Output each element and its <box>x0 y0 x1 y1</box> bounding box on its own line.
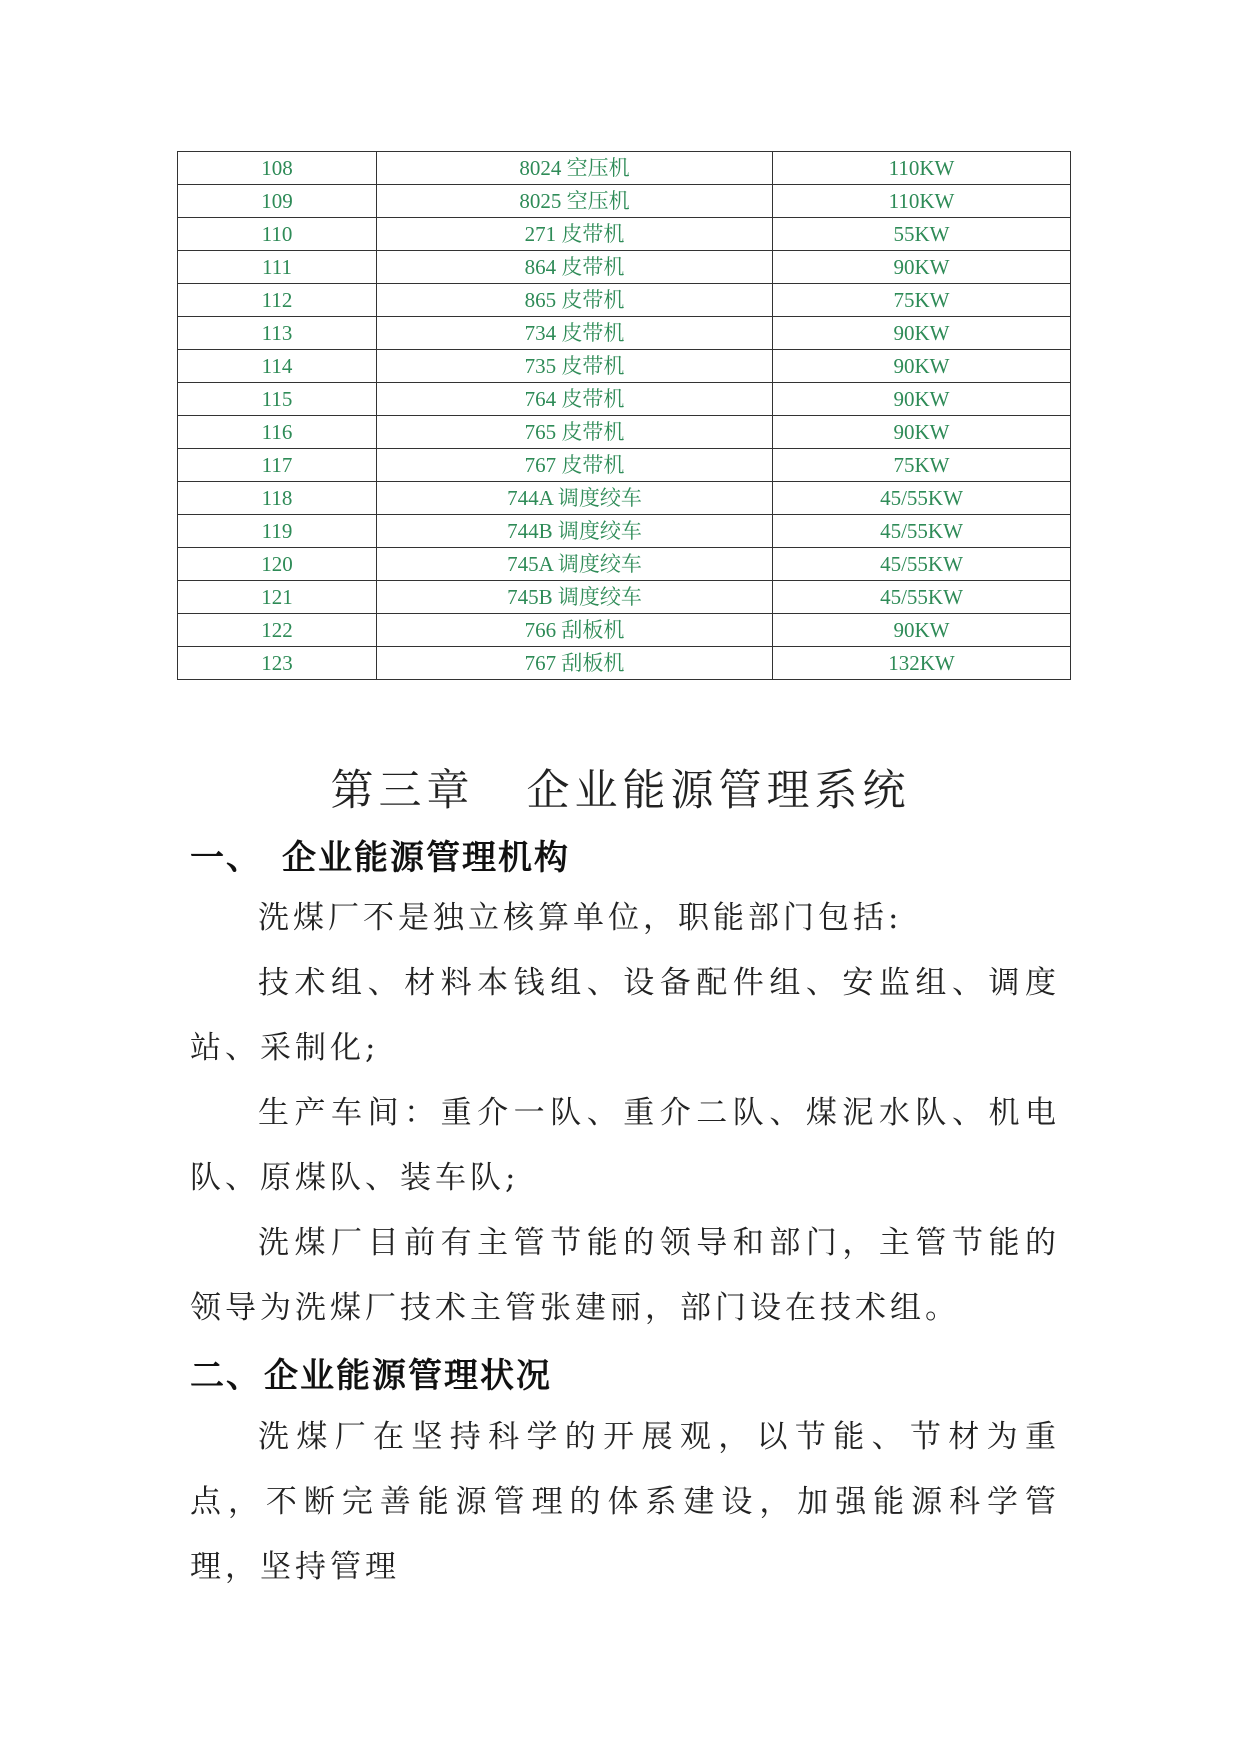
cell-power: 45/55KW <box>773 581 1071 614</box>
cell-equipment-name: 735 皮带机 <box>377 350 773 383</box>
section-1-paragraph-3: 生产车间：重介一队、重介二队、煤泥水队、机电队、原煤队、装车队; <box>190 1095 1060 1196</box>
cell-number: 113 <box>178 317 377 350</box>
cell-number: 118 <box>178 482 377 515</box>
cell-number: 119 <box>178 515 377 548</box>
cell-equipment-name: 745A 调度绞车 <box>377 548 773 581</box>
cell-number: 110 <box>178 218 377 251</box>
cell-number: 115 <box>178 383 377 416</box>
section-1-paragraph-2: 技术组、材料本钱组、设备配件组、安监组、调度站、采制化; <box>190 965 1060 1066</box>
table-row <box>178 449 1071 482</box>
cell-power: 75KW <box>773 284 1071 317</box>
cell-power: 90KW <box>773 251 1071 284</box>
cell-power: 90KW <box>773 317 1071 350</box>
cell-number: 122 <box>178 614 377 647</box>
chapter-number: 第三章 <box>330 766 475 816</box>
cell-number: 121 <box>178 581 377 614</box>
cell-equipment-name: 745B 调度绞车 <box>377 581 773 614</box>
table-row <box>178 581 1071 614</box>
table-row <box>178 482 1071 515</box>
cell-equipment-name: 865 皮带机 <box>377 284 773 317</box>
cell-power: 90KW <box>773 614 1071 647</box>
cell-equipment-name: 766 刮板机 <box>377 614 773 647</box>
table-row <box>178 383 1071 416</box>
cell-power: 90KW <box>773 350 1071 383</box>
cell-number: 111 <box>178 251 377 284</box>
cell-number: 114 <box>178 350 377 383</box>
cell-equipment-name: 734 皮带机 <box>377 317 773 350</box>
cell-number: 108 <box>178 152 377 185</box>
cell-power: 45/55KW <box>773 515 1071 548</box>
cell-power: 110KW <box>773 152 1071 185</box>
section-2-title: 企业能源管理状况 <box>264 1356 552 1396</box>
section-1-paragraph-4: 洗煤厂目前有主管节能的领导和部门，主管节能的领导为洗煤厂技术主管张建丽，部门设在技术组。 <box>190 1225 1060 1326</box>
cell-number: 120 <box>178 548 377 581</box>
table-row <box>178 614 1071 647</box>
section-1-paragraph-1: 洗煤厂不是独立核算单位，职能部门包括: <box>258 900 903 936</box>
table-row <box>178 284 1071 317</box>
table-row <box>178 548 1071 581</box>
cell-power: 90KW <box>773 416 1071 449</box>
table-row <box>178 350 1071 383</box>
section-1-heading <box>190 830 570 879</box>
cell-number: 123 <box>178 647 377 680</box>
section-2-number: 二、 <box>190 1356 262 1396</box>
cell-number: 112 <box>178 284 377 317</box>
table-row <box>178 647 1071 680</box>
section-1-number: 一、 <box>190 838 262 878</box>
table-row <box>178 251 1071 284</box>
table-row <box>178 218 1071 251</box>
table-row <box>178 317 1071 350</box>
cell-number: 117 <box>178 449 377 482</box>
cell-power: 45/55KW <box>773 482 1071 515</box>
cell-number: 116 <box>178 416 377 449</box>
cell-power: 110KW <box>773 185 1071 218</box>
section-2-paragraph-1: 洗煤厂在坚持科学的开展观，以节能、节材为重点，不断完善能源管理的体系建设，加强能源科学管理，坚持管理 <box>190 1419 1060 1585</box>
cell-equipment-name: 767 刮板机 <box>377 647 773 680</box>
chapter-name: 企业能源管理系统 <box>526 766 911 816</box>
cell-power: 75KW <box>773 449 1071 482</box>
cell-equipment-name: 767 皮带机 <box>377 449 773 482</box>
cell-equipment-name: 8024 空压机 <box>377 152 773 185</box>
cell-equipment-name: 864 皮带机 <box>377 251 773 284</box>
cell-power: 90KW <box>773 383 1071 416</box>
equipment-table <box>177 151 1071 680</box>
cell-number: 109 <box>178 185 377 218</box>
cell-equipment-name: 744A 调度绞车 <box>377 482 773 515</box>
cell-power: 45/55KW <box>773 548 1071 581</box>
equipment-table-body <box>178 152 1071 680</box>
table-row <box>178 152 1071 185</box>
cell-equipment-name: 764 皮带机 <box>377 383 773 416</box>
table-row <box>178 185 1071 218</box>
cell-power: 132KW <box>773 647 1071 680</box>
cell-equipment-name: 744B 调度绞车 <box>377 515 773 548</box>
chapter-title <box>0 757 1241 818</box>
table-row <box>178 515 1071 548</box>
cell-equipment-name: 271 皮带机 <box>377 218 773 251</box>
table-row <box>178 416 1071 449</box>
section-1-title: 企业能源管理机构 <box>282 838 570 878</box>
cell-power: 55KW <box>773 218 1071 251</box>
cell-equipment-name: 765 皮带机 <box>377 416 773 449</box>
cell-equipment-name: 8025 空压机 <box>377 185 773 218</box>
section-2-heading <box>190 1348 552 1397</box>
